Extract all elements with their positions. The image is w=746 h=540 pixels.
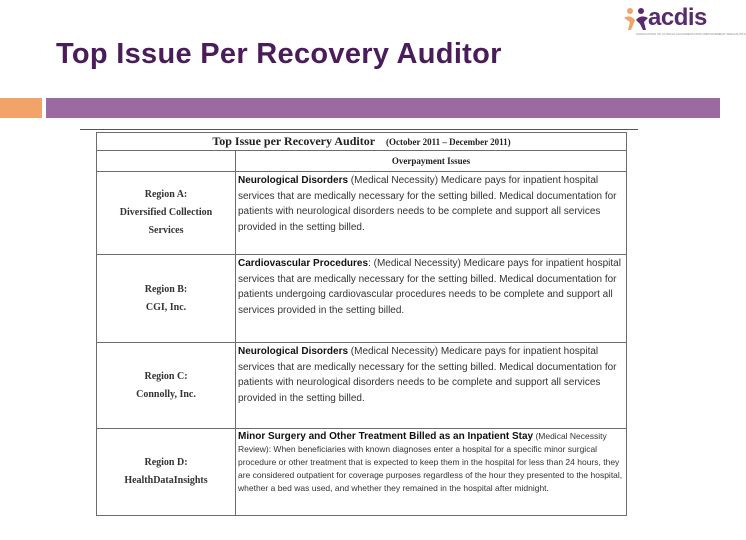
auditor-name-line: Diversified Collection xyxy=(119,207,213,218)
header-empty-cell xyxy=(97,151,236,172)
issue-description: (Medical Necessity Review): When beneficiaries with known diagnoses enter a hospital for a specific minor surgical procedure or other treatment that is expected to keep them in the hospital for less than 24 hours, they are considered outpatient for coverage purposes regardless of the hour they presented to the hospital, whether a bed was used, and whether they remained in the hospital after midnight. xyxy=(238,431,623,493)
logo-wordmark: acdis xyxy=(648,4,707,31)
issue-title: Neurological Disorders xyxy=(238,175,349,186)
issue-title: Cardiovascular Procedures xyxy=(238,258,369,269)
logo-tagline: ASSOCIATION OF CLINICAL DOCUMENTATION IMPROVEMENT SPECIALISTS xyxy=(636,32,746,36)
slide-title: Top Issue Per Recovery Auditor xyxy=(56,38,502,70)
document-date-range: (October 2011 – December 2011) xyxy=(386,137,511,147)
region-cell xyxy=(97,343,236,429)
issue-description: (Medical Necessity) Medicare pays for inpatient hospital services that are medically necessary for the setting billed. Medical documentation for patients with neurological disorders needs to be complete and support all services provided in the setting billed. xyxy=(238,346,617,404)
document-title: Top Issue per Recovery Auditor xyxy=(212,134,376,148)
accent-bar-purple xyxy=(46,98,720,118)
issue-cell xyxy=(236,343,627,429)
acdis-logo xyxy=(622,4,746,44)
accent-bar-orange xyxy=(0,98,42,118)
auditor-name-line: HealthDataInsights xyxy=(124,475,208,486)
issue-description: : (Medical Necessity) Medicare pays for inpatient hospital services that are medically necessary for the setting billed. Medical documentation for patients undergoing cardiovascular procedures needs to be complete and support all services provided in the setting billed. xyxy=(238,258,621,316)
table-row xyxy=(97,343,627,429)
recovery-auditor-table xyxy=(96,132,627,516)
region-label: Region B: xyxy=(144,283,188,295)
issue-cell xyxy=(236,255,627,343)
auditor-name-line: Connolly, Inc. xyxy=(136,388,196,400)
region-label: Region A: xyxy=(144,189,188,200)
scan-top-rule xyxy=(80,129,638,130)
issue-title: Neurological Disorders xyxy=(238,346,349,357)
auditor-name-line: CGI, Inc. xyxy=(145,301,187,313)
issue-cell xyxy=(236,429,627,516)
region-label: Region D: xyxy=(144,457,188,468)
auditor-name-line: Services xyxy=(148,225,184,236)
table-row xyxy=(97,429,627,516)
issue-title: Minor Surgery and Other Treatment Billed as an Inpatient Stay xyxy=(238,431,534,442)
table-row xyxy=(97,255,627,343)
region-cell xyxy=(97,172,236,255)
region-cell xyxy=(97,429,236,516)
region-label: Region C: xyxy=(144,370,188,382)
table-row xyxy=(97,172,627,255)
region-cell xyxy=(97,255,236,343)
document-title-cell xyxy=(97,133,627,151)
issue-cell xyxy=(236,172,627,255)
column-header: Overpayment Issues xyxy=(236,151,627,172)
issue-description: (Medical Necessity) Medicare pays for inpatient hospital services that are medically necessary for the setting billed. Medical documentation for patients with neurological disorders needs to be complete and support all services provided in the setting billed. xyxy=(238,175,617,233)
